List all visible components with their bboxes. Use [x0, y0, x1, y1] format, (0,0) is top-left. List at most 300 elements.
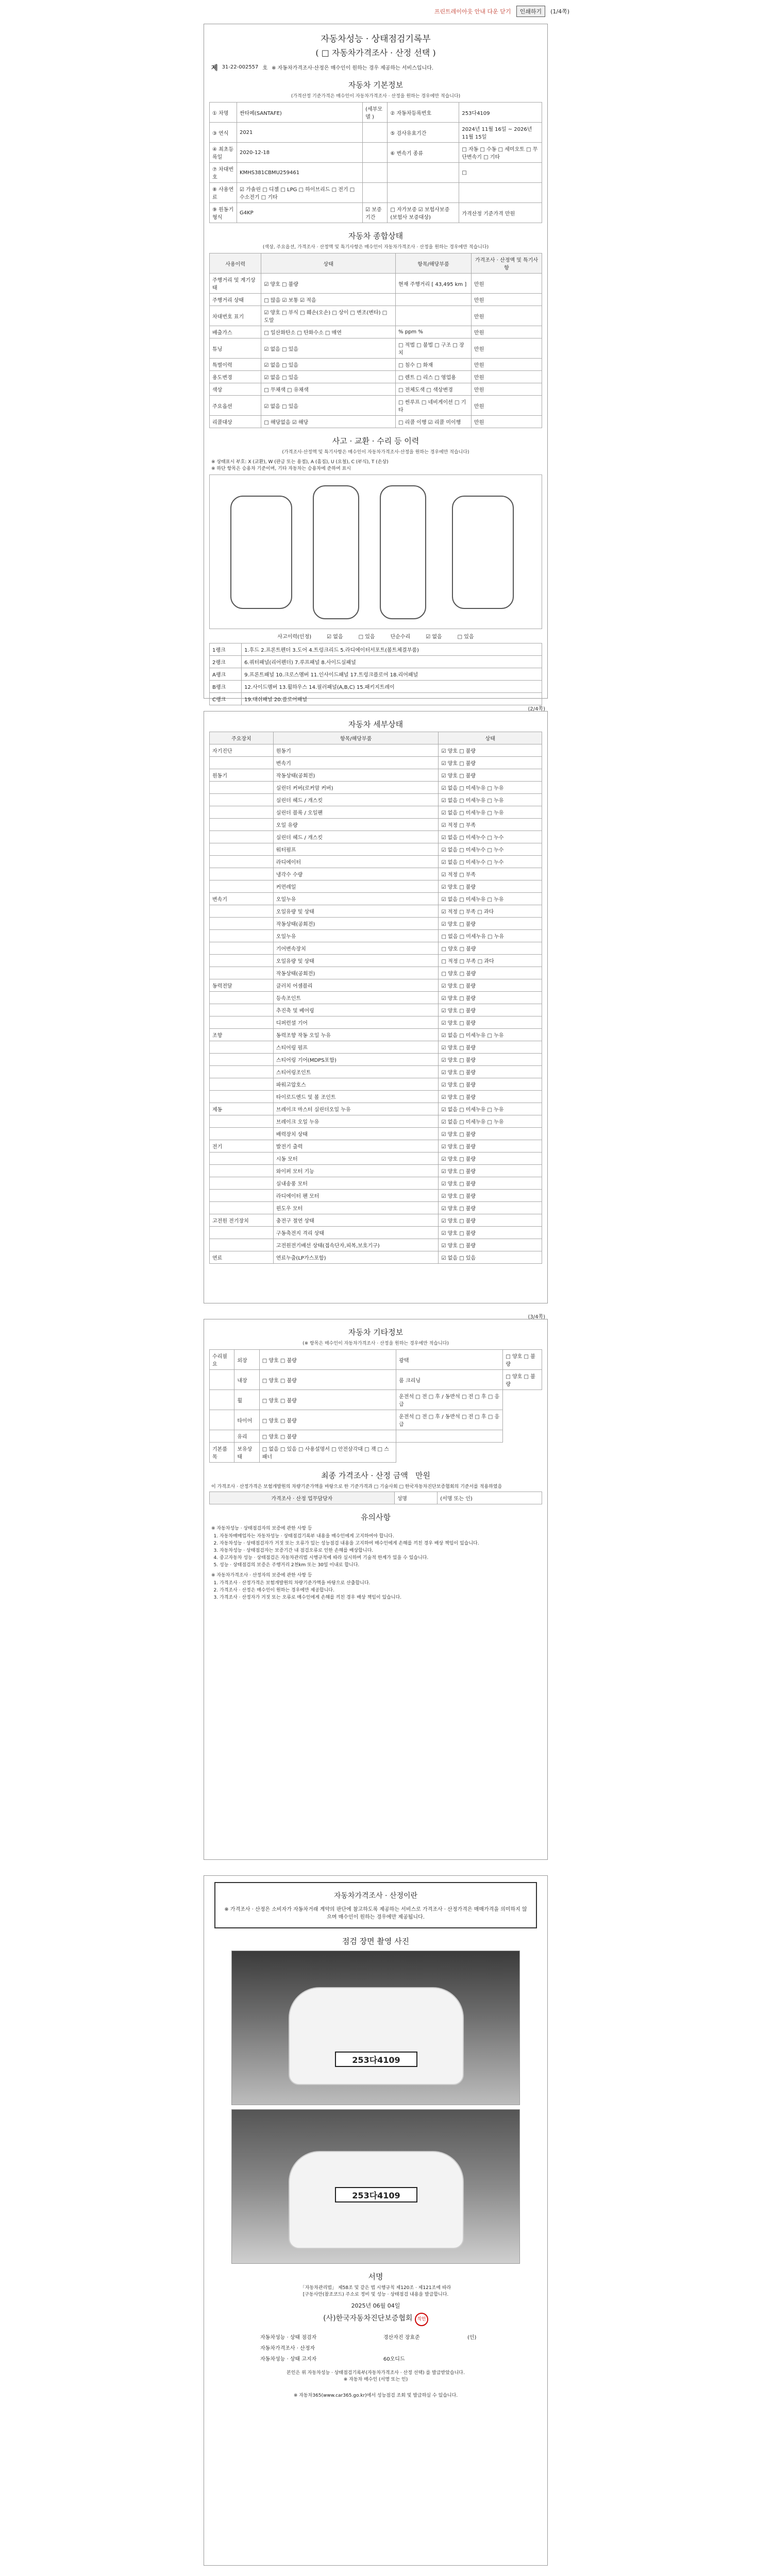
detail-cell — [210, 1004, 274, 1016]
general-cell: 리콜대상 — [210, 416, 261, 428]
basic-cell — [363, 123, 388, 143]
detail-cell: ☑ 양호 □ 불량 — [439, 1190, 542, 1202]
detail-row — [210, 1078, 542, 1091]
sign-row — [257, 2331, 494, 2342]
general-cell: □ 무채색 □ 유채색 — [261, 383, 396, 396]
sign-cell: 경산자진 장효준 — [383, 2335, 420, 2341]
detail-cell: 시동 모터 — [273, 1153, 439, 1165]
detail-cell: ☑ 없음 □ 미세누유 □ 누유 — [439, 1103, 542, 1115]
print-button[interactable]: 인쇄하기 — [516, 6, 546, 17]
detail-cell: 변속기 — [273, 757, 439, 769]
detail-cell: 구동축전지 격리 상태 — [273, 1227, 439, 1239]
other-cell — [210, 1430, 234, 1443]
detail-row — [210, 905, 542, 918]
basic-cell: ⑦ 차대번호 — [210, 163, 237, 183]
basic-row — [210, 103, 542, 123]
general-cell: □ 적법 □ 불법 □ 구조 □ 장치 — [396, 338, 472, 359]
detail-cell — [210, 806, 274, 819]
detail-cell: □ 적정 □ 부족 □ 과다 — [439, 955, 542, 967]
detail-cell — [210, 794, 274, 806]
detail-cell: 스티어링 펌프 — [273, 1041, 439, 1054]
terms-list — [220, 1533, 532, 1569]
sign-cell: 자동차성능 · 상태 점검자 — [260, 2335, 317, 2341]
general-cell: % ppm % — [396, 326, 472, 338]
detail-row — [210, 757, 542, 769]
panel-row — [210, 668, 542, 681]
detail-cell: 원동기 — [273, 744, 439, 757]
detail-cell: 충전구 절연 상태 — [273, 1214, 439, 1227]
rear-plate: 253다4109 — [335, 2187, 417, 2202]
detail-cell: 커먼레일 — [273, 880, 439, 893]
sign-date: 2025년 06월 04일 — [351, 2302, 400, 2309]
detail-cell — [210, 1091, 274, 1103]
general-cell: 만원 — [471, 416, 542, 428]
detail-cell — [210, 1202, 274, 1214]
detail-cell: 기어변속장치 — [273, 942, 439, 955]
detail-cell: 조향 — [210, 1029, 274, 1041]
general-header-cell: 상태 — [261, 253, 396, 274]
detail-cell — [210, 1041, 274, 1054]
other-row — [210, 1390, 542, 1410]
basic-cell: 253다4109 — [459, 103, 542, 123]
other-cell: □ 양호 □ 불량 — [259, 1430, 396, 1443]
basic-cell — [459, 183, 542, 203]
sign-cell: (인) — [467, 2335, 477, 2341]
panel-table — [209, 643, 542, 705]
basic-cell: 2020-12-18 — [237, 143, 362, 163]
detail-row — [210, 1029, 542, 1041]
detail-cell: ☑ 적정 □ 부족 — [439, 819, 542, 831]
general-cell: 만원 — [471, 359, 542, 371]
general-cell — [396, 306, 472, 326]
basic-table — [209, 102, 542, 223]
detail-cell — [210, 967, 274, 979]
panel-cell: B랭크 — [210, 681, 242, 693]
detail-cell: 스티어링조인트 — [273, 1066, 439, 1078]
basic-cell: 2024년 11월 16일 ~ 2026년 11월 15일 — [459, 123, 542, 143]
detail-cell: ☑ 양호 □ 불량 — [439, 1091, 542, 1103]
other-row — [210, 1350, 542, 1370]
other-cell: 내장 — [234, 1370, 259, 1390]
detail-cell: 오일 유량 — [273, 819, 439, 831]
other-cell: □ 양호 □ 불량 — [259, 1350, 396, 1370]
detail-row — [210, 1227, 542, 1239]
terms-head: ※ 자동차성능 · 상태점검자의 보증에 관한 사항 등 — [211, 1526, 312, 1531]
other-cell — [210, 1390, 234, 1410]
detail-cell: ☑ 양호 □ 불량 — [439, 979, 542, 992]
price-sign-seal: (서명 또는 인) — [438, 1492, 542, 1504]
other-cell — [210, 1370, 234, 1390]
detail-cell — [210, 1054, 274, 1066]
page-2-number: (2/4쪽) — [528, 706, 545, 712]
terms-item: 2. 자동차성능 · 상태점검자가 거짓 또는 오류가 있는 성능점검 내용을 고지하여 매수인에게 손해를 끼친 경우 배상 책임이 있습니다. — [220, 1540, 532, 1548]
basic-note: (가격산정 기준가격은 매수인이 자동차가격조사 · 산정을 원하는 경우에만 적습니다) — [291, 94, 461, 99]
detail-cell: 브레이크 오일 누유 — [273, 1115, 439, 1128]
panel-row — [210, 643, 542, 656]
detail-row — [210, 1054, 542, 1066]
detail-cell: ☑ 양호 □ 불량 — [439, 1078, 542, 1091]
detail-cell: □ 양호 □ 불량 — [439, 967, 542, 979]
detail-title: 자동차 세부상태 — [348, 720, 404, 729]
terms-item: 5. 성능 · 상태점검의 보증은 주행거리 2천km 또는 30일 이내로 합니다. — [220, 1562, 532, 1569]
car-right-side — [452, 496, 514, 609]
general-cell: ☑ 없음 □ 있음 — [261, 371, 396, 383]
basic-row — [210, 183, 542, 203]
detail-cell: 디퍼런셜 기어 — [273, 1016, 439, 1029]
detail-cell — [210, 1153, 274, 1165]
no-suffix: 호 — [262, 65, 268, 71]
basic-cell: ⑨ 원동기형식 — [210, 203, 237, 223]
doc-number: 31-22-002557 — [222, 64, 259, 70]
detail-cell: ☑ 양호 □ 불량 — [439, 1214, 542, 1227]
rear-photo — [231, 2109, 520, 2264]
other-note: (※ 항목은 매수인이 자동차가격조사 · 산정을 원하는 경우에만 적습니다) — [303, 1341, 449, 1346]
general-cell: 만원 — [471, 371, 542, 383]
general-cell: 튜닝 — [210, 338, 261, 359]
general-cell: 현재 주행거리 [ 43,495 km ] — [396, 274, 472, 294]
basic-row — [210, 163, 542, 183]
detail-cell — [210, 930, 274, 942]
front-plate: 253다4109 — [335, 2052, 417, 2067]
other-row — [210, 1430, 542, 1443]
layout-guide-link[interactable]: 프린트레이아웃 안내 다운 닫기 — [434, 8, 511, 15]
basic-cell: ⑥ 변속기 종류 — [388, 143, 459, 163]
detail-cell: 라디에이터 팬 모터 — [273, 1190, 439, 1202]
doc-number-row — [211, 62, 540, 72]
legend-accident-no: ☑ 없음 — [327, 634, 343, 640]
other-title: 자동차 기타정보 — [348, 1328, 404, 1337]
basic-cell: ☑ 보증기간 — [363, 203, 388, 223]
sign-cell: 60오디드 — [383, 2357, 405, 2362]
detail-cell: ☑ 양호 □ 불량 — [439, 1054, 542, 1066]
other-cell: 휠 — [234, 1390, 259, 1410]
sign-title: 서명 — [368, 2272, 383, 2281]
detail-cell — [210, 1115, 274, 1128]
page-3 — [204, 1314, 548, 1860]
detail-row — [210, 1190, 542, 1202]
other-cell: 타이어 — [234, 1410, 259, 1430]
general-cell: ☑ 양호 □ 불량 — [261, 274, 396, 294]
detail-cell: 작동상태(공회전) — [273, 967, 439, 979]
detail-cell: 전기 — [210, 1140, 274, 1153]
detail-cell — [210, 918, 274, 930]
front-photo — [231, 1951, 520, 2105]
detail-cell: □ 없음 □ 미세누유 □ 누유 — [439, 930, 542, 942]
general-header-cell: 사용이력 — [210, 253, 261, 274]
detail-cell: 등속조인트 — [273, 992, 439, 1004]
detail-row — [210, 1202, 542, 1214]
detail-cell: 제동 — [210, 1103, 274, 1115]
detail-row — [210, 1115, 542, 1128]
general-title: 자동차 종합상태 — [348, 231, 404, 241]
detail-cell: ☑ 없음 □ 미세누유 □ 누유 — [439, 893, 542, 905]
price-sign-name: 성명 — [394, 1492, 438, 1504]
price-sign-role: 가격조사 · 산정 업무담당자 — [210, 1492, 395, 1504]
detail-cell: 실린더 헤드 / 개스킷 — [273, 794, 439, 806]
terms-title: 유의사항 — [361, 1513, 391, 1522]
basic-cell: ⑤ 검사유효기간 — [388, 123, 459, 143]
car-left-side — [230, 496, 292, 609]
detail-row — [210, 868, 542, 880]
accident-hint-2: ※ 하단 항목은 승용차 기준이며, 기타 자동차는 승용차에 준하여 표시 — [211, 466, 351, 471]
sign-row — [257, 2353, 494, 2364]
detail-row — [210, 992, 542, 1004]
detail-header-cell: 항목/해당부품 — [273, 732, 439, 744]
basic-row — [210, 203, 542, 223]
detail-cell — [210, 1227, 274, 1239]
detail-cell: 타이로드엔드 및 볼 조인트 — [273, 1091, 439, 1103]
detail-cell: 추진축 및 베어링 — [273, 1004, 439, 1016]
detail-cell: ☑ 없음 □ 미세누유 □ 누유 — [439, 1115, 542, 1128]
detail-row — [210, 1239, 542, 1251]
detail-cell: ☑ 없음 □ 미세누수 □ 누수 — [439, 831, 542, 843]
basic-cell: ② 자동차등록번호 — [388, 103, 459, 123]
sign-cell — [380, 2342, 464, 2353]
car-top-front — [313, 485, 359, 619]
detail-cell: 원동기 — [210, 769, 274, 782]
other-table — [209, 1349, 542, 1463]
detail-cell — [210, 955, 274, 967]
detail-cell: 라디에이터 — [273, 856, 439, 868]
detail-cell — [210, 992, 274, 1004]
detail-row — [210, 831, 542, 843]
detail-cell: ☑ 없음 □ 미세누유 □ 누유 — [439, 794, 542, 806]
other-cell — [396, 1430, 503, 1443]
price-notice-box — [214, 1882, 537, 1928]
detail-cell — [210, 1128, 274, 1140]
detail-cell — [210, 1016, 274, 1029]
detail-cell: 오일유량 및 상태 — [273, 955, 439, 967]
legend-accident-yes: □ 있음 — [358, 634, 375, 640]
general-cell: 만원 — [471, 326, 542, 338]
detail-cell — [210, 942, 274, 955]
page-3-number: (3/4쪽) — [528, 1314, 545, 1320]
other-row — [210, 1370, 542, 1390]
detail-cell: ☑ 양호 □ 불량 — [439, 769, 542, 782]
page-count: (1/4쪽) — [550, 8, 569, 15]
general-cell: 배출가스 — [210, 326, 261, 338]
detail-row — [210, 1165, 542, 1177]
detail-cell: 배력장치 상태 — [273, 1128, 439, 1140]
detail-cell: 작동상태(공회전) — [273, 918, 439, 930]
page-4 — [204, 1875, 548, 2566]
accident-legend — [209, 632, 542, 640]
terms-item: 3. 가격조사 · 산정자가 거짓 또는 오류로 매수인에게 손해를 끼친 경우 배상 책임이 있습니다. — [220, 1595, 532, 1602]
sign-law: 「자동차관리법」 제58조 및 같은 법 시행규칙 제120조 · 제121조에 따라 — [300, 2285, 451, 2291]
other-cell: 운전석 □ 전 □ 후 / 동반석 □ 전 □ 후 □ 응급 — [396, 1410, 503, 1430]
general-cell — [396, 294, 472, 306]
basic-row — [210, 123, 542, 143]
price-note: 이 가격조사 · 산정가격은 보험개발원의 차량기준가액을 바탕으로 한 기준가격과 □ 기술사회 □ 한국자동차진단보증협회의 기준서를 적용하였음 — [211, 1484, 502, 1489]
detail-cell: 냉각수 수량 — [273, 868, 439, 880]
detail-cell: ☑ 양호 □ 불량 — [439, 1202, 542, 1214]
general-cell: 색상 — [210, 383, 261, 396]
panel-row — [210, 656, 542, 668]
detail-row — [210, 893, 542, 905]
front-car-body — [289, 1987, 464, 2085]
detail-cell — [210, 1078, 274, 1091]
general-cell: 주요옵션 — [210, 396, 261, 416]
basic-cell: 가격산정 기준가격 만원 — [459, 203, 542, 223]
detail-cell: 오일누유 — [273, 893, 439, 905]
panel-row — [210, 681, 542, 693]
detail-header-cell: 주요장치 — [210, 732, 274, 744]
detail-cell: 자기진단 — [210, 744, 274, 757]
other-cell — [210, 1410, 234, 1430]
sign-law-2: [구동사안(참조코드) 주소로 정비 및 성능 · 상태점검 내용을 발급합니다. — [303, 2292, 449, 2297]
detail-cell: 변속기 — [210, 893, 274, 905]
general-cell: 만원 — [471, 306, 542, 326]
basic-title: 자동차 기본정보 — [348, 80, 404, 90]
general-cell: ☑ 없음 □ 있음 — [261, 396, 396, 416]
accident-title: 사고 · 교환 · 수리 등 이력 — [332, 436, 419, 446]
detail-row — [210, 1016, 542, 1029]
panel-cell: A랭크 — [210, 668, 242, 681]
basic-cell — [388, 183, 459, 203]
detail-row — [210, 1103, 542, 1115]
detail-cell — [210, 868, 274, 880]
detail-cell: 실내송풍 모터 — [273, 1177, 439, 1190]
basic-cell: ④ 최초등록일 — [210, 143, 237, 163]
detail-cell — [210, 782, 274, 794]
sign-cell — [464, 2342, 494, 2353]
detail-cell: 오일누유 — [273, 930, 439, 942]
other-row — [210, 1443, 542, 1463]
notice-body: ※ 가격조사 · 산정은 소비자가 자동차거래 계약의 판단에 참고하도록 제공하는 서비스로 가격조사 · 산정가격은 매매가격을 의미하지 않으며 매수인이 원하는 경우에만 제공됩니다. — [224, 1907, 527, 1920]
detail-cell — [210, 856, 274, 868]
doc-title: 자동차성능 · 상태점검기록부 — [321, 34, 431, 44]
detail-cell: ☑ 양호 □ 불량 — [439, 880, 542, 893]
detail-cell: ☑ 없음 □ 미세누수 □ 누수 — [439, 856, 542, 868]
general-cell: □ 침수 □ 화재 — [396, 359, 472, 371]
detail-cell: 실린더 블록 / 오일팬 — [273, 806, 439, 819]
car-top-rear — [380, 485, 426, 619]
car-diagram — [209, 474, 542, 629]
detail-row — [210, 1177, 542, 1190]
other-row — [210, 1410, 542, 1430]
basic-cell: □ — [459, 163, 542, 183]
detail-row — [210, 794, 542, 806]
detail-cell: ☑ 없음 □ 미세누유 □ 누유 — [439, 782, 542, 794]
basic-row — [210, 143, 542, 163]
panel-cell: 1랭크 — [210, 643, 242, 656]
detail-cell: 고전원 전기장치 — [210, 1214, 274, 1227]
general-row — [210, 371, 542, 383]
detail-cell — [210, 819, 274, 831]
detail-cell — [210, 831, 274, 843]
basic-cell: (세부모델 ) — [363, 103, 388, 123]
detail-row — [210, 1041, 542, 1054]
general-cell: 차대번호 표기 — [210, 306, 261, 326]
sign-cell: 자동차성능 · 상태 고지자 — [260, 2357, 317, 2362]
sign-org: (사)한국자동차진단보증협회 직인 — [204, 2313, 547, 2326]
general-table — [209, 253, 542, 428]
legend-repair: 단순수리 — [390, 634, 411, 640]
notice-title: 자동차가격조사 · 산정이란 — [333, 1892, 418, 1900]
accident-hint-1: ※ 상태표시 부호: X (교환), W (판금 또는 용접), A (흠집), U (요철), C (부식), T (손상) — [211, 460, 389, 465]
panel-cell: 6.쿼터패널(리어펜더) 7.루프패널 8.사이드실패널 — [242, 656, 542, 668]
general-cell: ☑ 없음 □ 있음 — [261, 338, 396, 359]
detail-row — [210, 979, 542, 992]
detail-cell: 작동상태(공회전) — [273, 769, 439, 782]
detail-row — [210, 806, 542, 819]
detail-cell: 브레이크 마스터 실린더오일 누유 — [273, 1103, 439, 1115]
other-cell: 유리 — [234, 1430, 259, 1443]
general-header — [210, 253, 542, 274]
basic-cell — [388, 163, 459, 183]
accident-note: (가격조사·산정액 및 특기사항은 매수인이 자동차가격조사·산정을 원하는 경우에만 적습니다) — [282, 450, 469, 455]
other-cell: □ 양호 □ 불량 — [259, 1390, 396, 1410]
detail-row — [210, 1004, 542, 1016]
other-cell: 운전석 □ 전 □ 후 / 동반석 □ 전 □ 후 □ 응급 — [396, 1390, 503, 1410]
general-row — [210, 326, 542, 338]
other-cell: □ 양호 □ 불량 — [259, 1410, 396, 1430]
detail-cell: ☑ 양호 □ 불량 — [439, 1227, 542, 1239]
detail-cell: ☑ 양호 □ 불량 — [439, 1004, 542, 1016]
detail-cell: ☑ 양호 □ 불량 — [439, 992, 542, 1004]
basic-cell: ☑ 가솔린 □ 디젤 □ LPG □ 하이브리드 □ 전기 □ 수소전기 □ 기타 — [237, 183, 362, 203]
detail-cell: ☑ 양호 □ 불량 — [439, 1066, 542, 1078]
general-row — [210, 383, 542, 396]
detail-row — [210, 744, 542, 757]
detail-row — [210, 930, 542, 942]
general-row — [210, 359, 542, 371]
general-cell: 만원 — [471, 274, 542, 294]
general-row — [210, 274, 542, 294]
detail-cell: 파워고압호스 — [273, 1078, 439, 1091]
detail-cell: 실린더 커버(로커암 커버) — [273, 782, 439, 794]
detail-cell — [210, 1177, 274, 1190]
general-cell: □ 썬루프 □ 네비게이션 □ 기타 — [396, 396, 472, 416]
basic-cell: □ 자동 □ 수동 □ 세미오토 □ 무단변속기 □ 기타 — [459, 143, 542, 163]
sign-footer-2: ※ 자동차 매수인 (서명 또는 인) — [343, 2377, 408, 2382]
panel-cell: 1.후드 2.프론트펜더 3.도어 4.트렁크리드 5.라디에이터서포트(볼트체결부품) — [242, 643, 542, 656]
other-cell: □ 양호 □ 불량 — [503, 1370, 542, 1390]
general-cell: □ 렌트 □ 리스 □ 영업용 — [396, 371, 472, 383]
sign-cell — [464, 2353, 494, 2364]
detail-cell: ☑ 양호 □ 불량 — [439, 1128, 542, 1140]
detail-row — [210, 918, 542, 930]
sign-bottom: ※ 자동차365(www.car365.go.kr)에서 성능점검 조회 및 발급하실 수 있습니다. — [293, 2393, 458, 2398]
other-cell: 룸 크리닝 — [396, 1370, 503, 1390]
detail-cell: ☑ 적정 □ 부족 □ 과다 — [439, 905, 542, 918]
detail-cell: 와이퍼 모터 기능 — [273, 1165, 439, 1177]
detail-cell: ☑ 양호 □ 불량 — [439, 1177, 542, 1190]
detail-cell — [210, 1190, 274, 1202]
header-notice: ※ 자동차가격조사·산정은 매수인이 원하는 경우 제공하는 서비스입니다. — [272, 65, 434, 71]
detail-row — [210, 843, 542, 856]
detail-cell: 클러치 어셈블리 — [273, 979, 439, 992]
detail-header — [210, 732, 542, 744]
basic-cell: G4KP — [237, 203, 362, 223]
detail-row — [210, 880, 542, 893]
no-label: 제 — [211, 64, 218, 72]
terms-list-2 — [220, 1580, 532, 1602]
general-cell: □ 일산화탄소 □ 탄화수소 □ 매연 — [261, 326, 396, 338]
detail-cell: ☑ 양호 □ 불량 — [439, 757, 542, 769]
general-cell: 만원 — [471, 396, 542, 416]
other-cell: 외장 — [234, 1350, 259, 1370]
basic-cell: ③ 연식 — [210, 123, 237, 143]
general-cell: ☑ 양호 □ 부식 □ 훼손(오손) □ 상이 □ 변조(변타) □ 도말 — [261, 306, 396, 326]
general-cell: ☑ 없음 □ 있음 — [261, 359, 396, 371]
basic-cell: 2021 — [237, 123, 362, 143]
detail-cell — [210, 880, 274, 893]
other-cell: □ 양호 □ 불량 — [259, 1370, 396, 1390]
general-cell: 만원 — [471, 338, 542, 359]
legend-repair-yes: □ 있음 — [457, 634, 474, 640]
detail-row — [210, 819, 542, 831]
